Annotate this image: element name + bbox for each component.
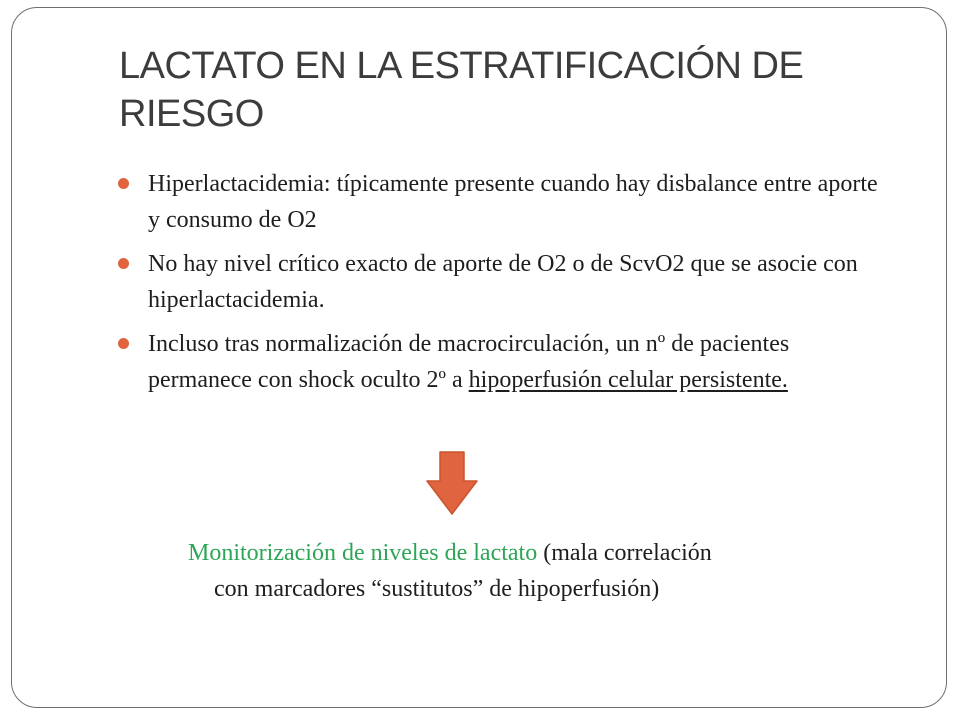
bullet-text: No hay nivel crítico exacto de aporte de O2 o de ScvO2 que se asocie con hiperlactacidemia.	[148, 251, 858, 313]
conclusion-text	[188, 535, 888, 607]
slide-title: LACTATO EN LA ESTRATIFICACIÓN DE RIESGO	[119, 45, 804, 135]
slide	[11, 7, 947, 708]
bullet-dot-icon	[118, 258, 129, 269]
conclusion-line-2: con marcadores “sustitutos” de hipoperfusión)	[214, 576, 660, 602]
conclusion-highlight: Monitorización de niveles de lactato	[188, 540, 538, 566]
conclusion-rest: (mala correlación	[537, 540, 712, 566]
bullet-text: Incluso tras normalización de macrocirculación, un nº de pacientes permanece con shock oculto 2º a	[148, 331, 790, 393]
bullet-dot-icon	[118, 178, 129, 189]
bullet-dot-icon	[118, 338, 129, 349]
bullet-underlined-text: hipoperfusión celular persistente.	[468, 367, 788, 393]
bullet-item-critical-level	[118, 246, 878, 318]
bullet-item-hidden-shock	[118, 326, 878, 398]
bullet-text: Hiperlactacidemia: típicamente presente cuando hay disbalance entre aporte y consumo de O2	[148, 171, 878, 233]
down-arrow-icon	[426, 451, 478, 515]
bullet-list	[118, 166, 878, 406]
bullet-item-hyperlactatemia	[118, 166, 878, 238]
